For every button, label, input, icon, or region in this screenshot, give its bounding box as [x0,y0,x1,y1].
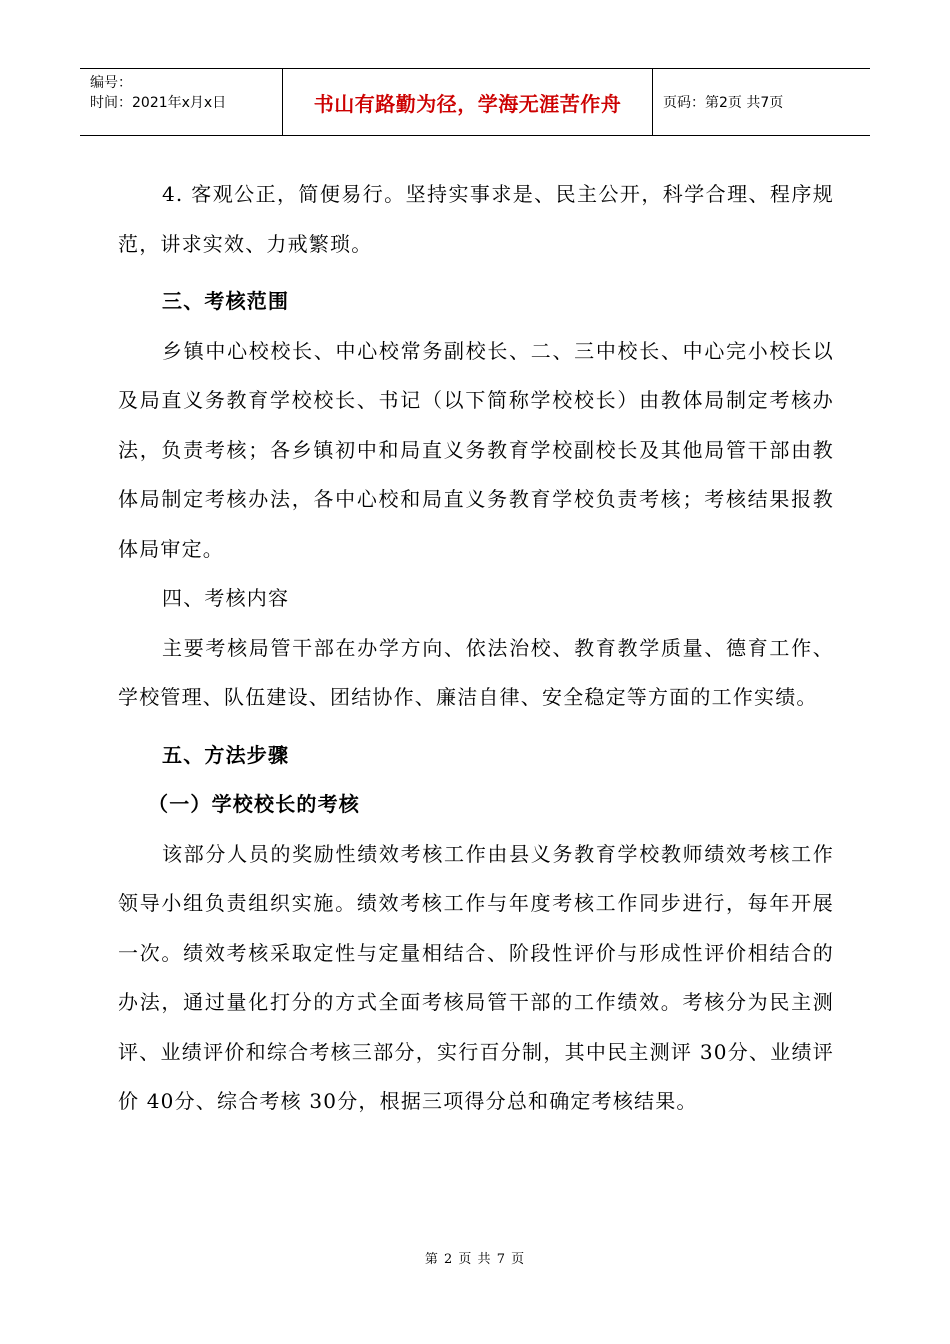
header-motto: 书山有路勤为径，学海无涯苦作舟 [283,69,653,135]
paragraph-scope: 乡镇中心校校长、中心校常务副校长、二、三中校长、中心完小校长以及局直义务教育学校校长、书记（以下简称学校校长）由教体局制定考核办法，负责考核；各乡镇初中和局直义务教育学校副校长及其他局管干部由教体局制定考核办法，各中心校和局直义务教育学校负责考核；考核结果报教体局审定。 [118,338,834,561]
page-header [80,68,870,136]
section-heading-method: 五、方法步骤 [162,742,290,767]
header-meta [80,69,283,135]
subsection-heading-principal-assessment: （一）学校校长的考核 [148,792,360,816]
document-date: 时间：2021年x月x日 [90,95,227,111]
section-heading-scope: 三、考核范围 [162,289,290,313]
header-page-info: 页码：第2页 共7页 [663,95,784,111]
paragraph-content: 主要考核局管干部在办学方向、依法治校、教育教学质量、德育工作、学校管理、队伍建设、团结协作、廉洁自律、安全稳定等方面的工作实绩。 [118,635,834,709]
paragraph-principle-4: 4. 客观公正，简便易行。坚持实事求是、民主公开，科学合理、程序规范，讲求实效、力戒繁琐。 [118,182,834,256]
document-number-label: 编号： [90,75,132,91]
document-body [118,170,834,1127]
section-heading-content: 四、考核内容 [162,586,290,610]
page-footer: 第 2 页 共 7 页 [424,1252,526,1267]
paragraph-principal-assessment: 该部分人员的奖励性绩效考核工作由县义务教育学校教师绩效考核工作领导小组负责组织实施。绩效考核工作与年度考核工作同步进行，每年开展一次。绩效考核采取定性与定量相结合、阶段性评价与形成性评价相结合的办法，通过量化打分的方式全面考核局管干部的工作绩效。考核分为民主测评、业绩评价和综合考核三部分，实行百分制，其中民主测评 30分、业绩评价 40分、综合考核 30分，根据三项得分总和确定考核结果。 [118,841,834,1113]
